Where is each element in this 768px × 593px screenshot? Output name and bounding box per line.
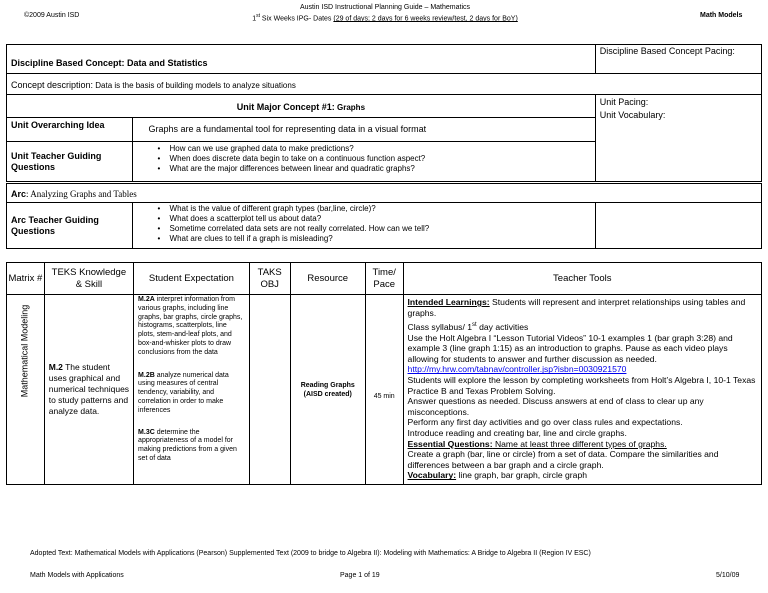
expectation-m2b: M.2B analyze numerical data using measures of central tendency, variability, and correlation in order to make inferences	[138, 371, 229, 414]
arc-cell	[7, 184, 762, 203]
teacher-tools-text	[404, 295, 761, 483]
page-title	[150, 3, 620, 23]
list-item: • What does a scatterplot tell us about data?	[133, 214, 596, 224]
time-cell	[365, 295, 403, 485]
expectation-m3c: M.3C determine the appropriateness of a model for making predictions from a given set of data	[138, 428, 237, 462]
resource-link[interactable]: http://my.hrw.com/tabnav/controller.jsp?isbn=0030921570	[407, 364, 627, 375]
guiding-questions-cell	[132, 142, 595, 182]
copyright: ©2009 Austin ISD	[24, 12, 80, 19]
resource-text: Reading Graphs (AISD created)	[300, 381, 355, 398]
list-item: • Sometime correlated data sets are not really correlated. How can we tell?	[133, 224, 596, 234]
teks-text: M.2 The student uses graphical and numerical techniques to study patterns and analyze data.	[48, 362, 130, 416]
unit-pacing-label: Unit Pacing:	[599, 97, 649, 107]
matrix-cell	[7, 295, 45, 485]
title-line-2: 1st Six Weeks IPG- Dates (29 of days; 2 days for 6 weeks review/test, 2 days for BoY)	[252, 13, 518, 23]
footer-date: 5/10/09	[716, 572, 740, 579]
overarching-label-cell	[7, 118, 133, 142]
syllabus-line: Class syllabus/ 1st day activities	[407, 322, 529, 333]
list-item: • What are clues to tell if a graph is misleading?	[133, 234, 596, 244]
concept-description: Concept description: Data is the basis of building models to analyze situations	[11, 80, 296, 90]
header-student-expectation: Student Expectation	[134, 263, 250, 295]
title-line-1: Austin ISD Instructional Planning Guide – Mathematics	[299, 4, 471, 11]
unit-vocabulary-label: Unit Vocabulary:	[599, 110, 666, 120]
introduce-paragraph: Introduce reading and creating bar, line and circle graphs.	[407, 427, 627, 438]
overarching-value: Graphs are a fundamental tool for representing data in a visual format	[148, 124, 427, 134]
arc-guiding-label-cell	[7, 203, 133, 249]
arc-title: Arc: Analyzing Graphs and Tables	[11, 189, 137, 199]
expectations-cell	[134, 295, 250, 485]
overarching-label: Unit Overarching Idea	[11, 120, 105, 130]
page-number: Page 1 of 19	[340, 572, 380, 579]
unit-major-cell	[7, 95, 596, 118]
time-text: 45 min	[373, 393, 395, 400]
discipline-concept: Discipline Based Concept: Data and Statistics	[11, 58, 208, 68]
header-taks: TAKS OBJ	[249, 263, 290, 295]
guiding-label: Unit Teacher Guiding Questions	[11, 150, 102, 172]
pacing-label: Discipline Based Concept Pacing:	[599, 46, 735, 56]
matrix-vertical-label: Mathematical Modeling	[19, 304, 30, 398]
unit-major-concept: Unit Major Concept #1: Graphs	[236, 102, 366, 112]
first-day-paragraph: Perform any first day activities and go over class rules and expectations.	[407, 417, 683, 428]
resource-cell	[290, 295, 365, 485]
header-teks: TEKS Knowledge & Skill	[44, 263, 133, 295]
list-item: • What are the major differences between linear and quadratic graphs?	[133, 164, 595, 174]
overarching-value-cell	[132, 118, 595, 142]
arc-table	[6, 183, 762, 249]
video-paragraph: Use the Holt Algebra I “Lesson Tutorial Videos” 10-1 examples 1 (bar graph 3:28) and example 3 (line graph 1:15) as an introduction to graphs. Pause as each video plays allowing for students to answer and further discussion as needed.	[407, 332, 733, 364]
essential-questions: Essential Questions: Name at least three different types of graphs.	[407, 438, 667, 449]
arc-questions-cell	[132, 203, 596, 249]
footer-left: Math Models with Applications	[30, 572, 124, 579]
arc-empty-cell	[596, 203, 762, 249]
adopted-text: Adopted Text: Mathematical Models with Applications (Pearson) Supplemented Text (2009 to bridge to Algebra II): Modeling with Mathematics: A Bridge to Algebra II (Region IV ESC)	[30, 550, 591, 557]
essential-questions-cont: Create a graph (bar, line or circle) from a set of data. Compare the similarities and differences between a bar graph and a circle graph.	[407, 449, 719, 470]
main-table	[6, 262, 762, 485]
concept-desc-cell	[7, 74, 762, 95]
header-time: Time/ Pace	[365, 263, 403, 295]
vocabulary-line: Vocabulary: line graph, bar graph, circle graph	[407, 470, 588, 481]
intended-learnings: Intended Learnings: Students will represent and interpret relationships using tables and graphs.	[407, 297, 746, 318]
arc-guiding-label: Arc Teacher Guiding Questions	[11, 214, 99, 236]
list-item: • How can we use graphed data to make predictions?	[133, 144, 595, 154]
course-name: Math Models	[700, 12, 743, 19]
list-item: • When does discrete data begin to take on a continuous function aspect?	[133, 154, 595, 164]
answer-paragraph: Answer questions as needed. Discuss answers at end of class to clear up any misconceptions.	[407, 396, 704, 417]
arc-questions-list	[133, 203, 596, 244]
guiding-questions-list	[133, 142, 595, 174]
taks-cell	[249, 295, 290, 485]
header-resource: Resource	[290, 263, 365, 295]
expectation-m2a: M.2A interpret information from various graphs, including line graphs, bar graphs, circle graphs, histograms, scatterplots, line plots, stem-and-leaf plots, and box-and-whisker plots to draw conclusions from the data	[138, 296, 243, 356]
pacing-cell	[595, 45, 761, 74]
guiding-label-cell	[7, 142, 133, 182]
list-item: • What is the value of different graph types (bar,line, circle)?	[133, 204, 596, 214]
header-teacher-tools: Teacher Tools	[403, 263, 761, 295]
worksheet-paragraph: Students will explore the lesson by completing worksheets from Holt’s Algebra I, 10-1 Texas Practice B and Texas Problem Solving.	[407, 375, 756, 396]
header-matrix: Matrix #	[7, 263, 45, 295]
teks-cell	[44, 295, 133, 485]
teacher-tools-cell	[403, 295, 761, 485]
unit-pacing-cell	[595, 95, 761, 182]
resource-link-line	[408, 364, 757, 375]
discipline-concept-cell	[7, 45, 596, 74]
concept-table	[6, 44, 762, 182]
